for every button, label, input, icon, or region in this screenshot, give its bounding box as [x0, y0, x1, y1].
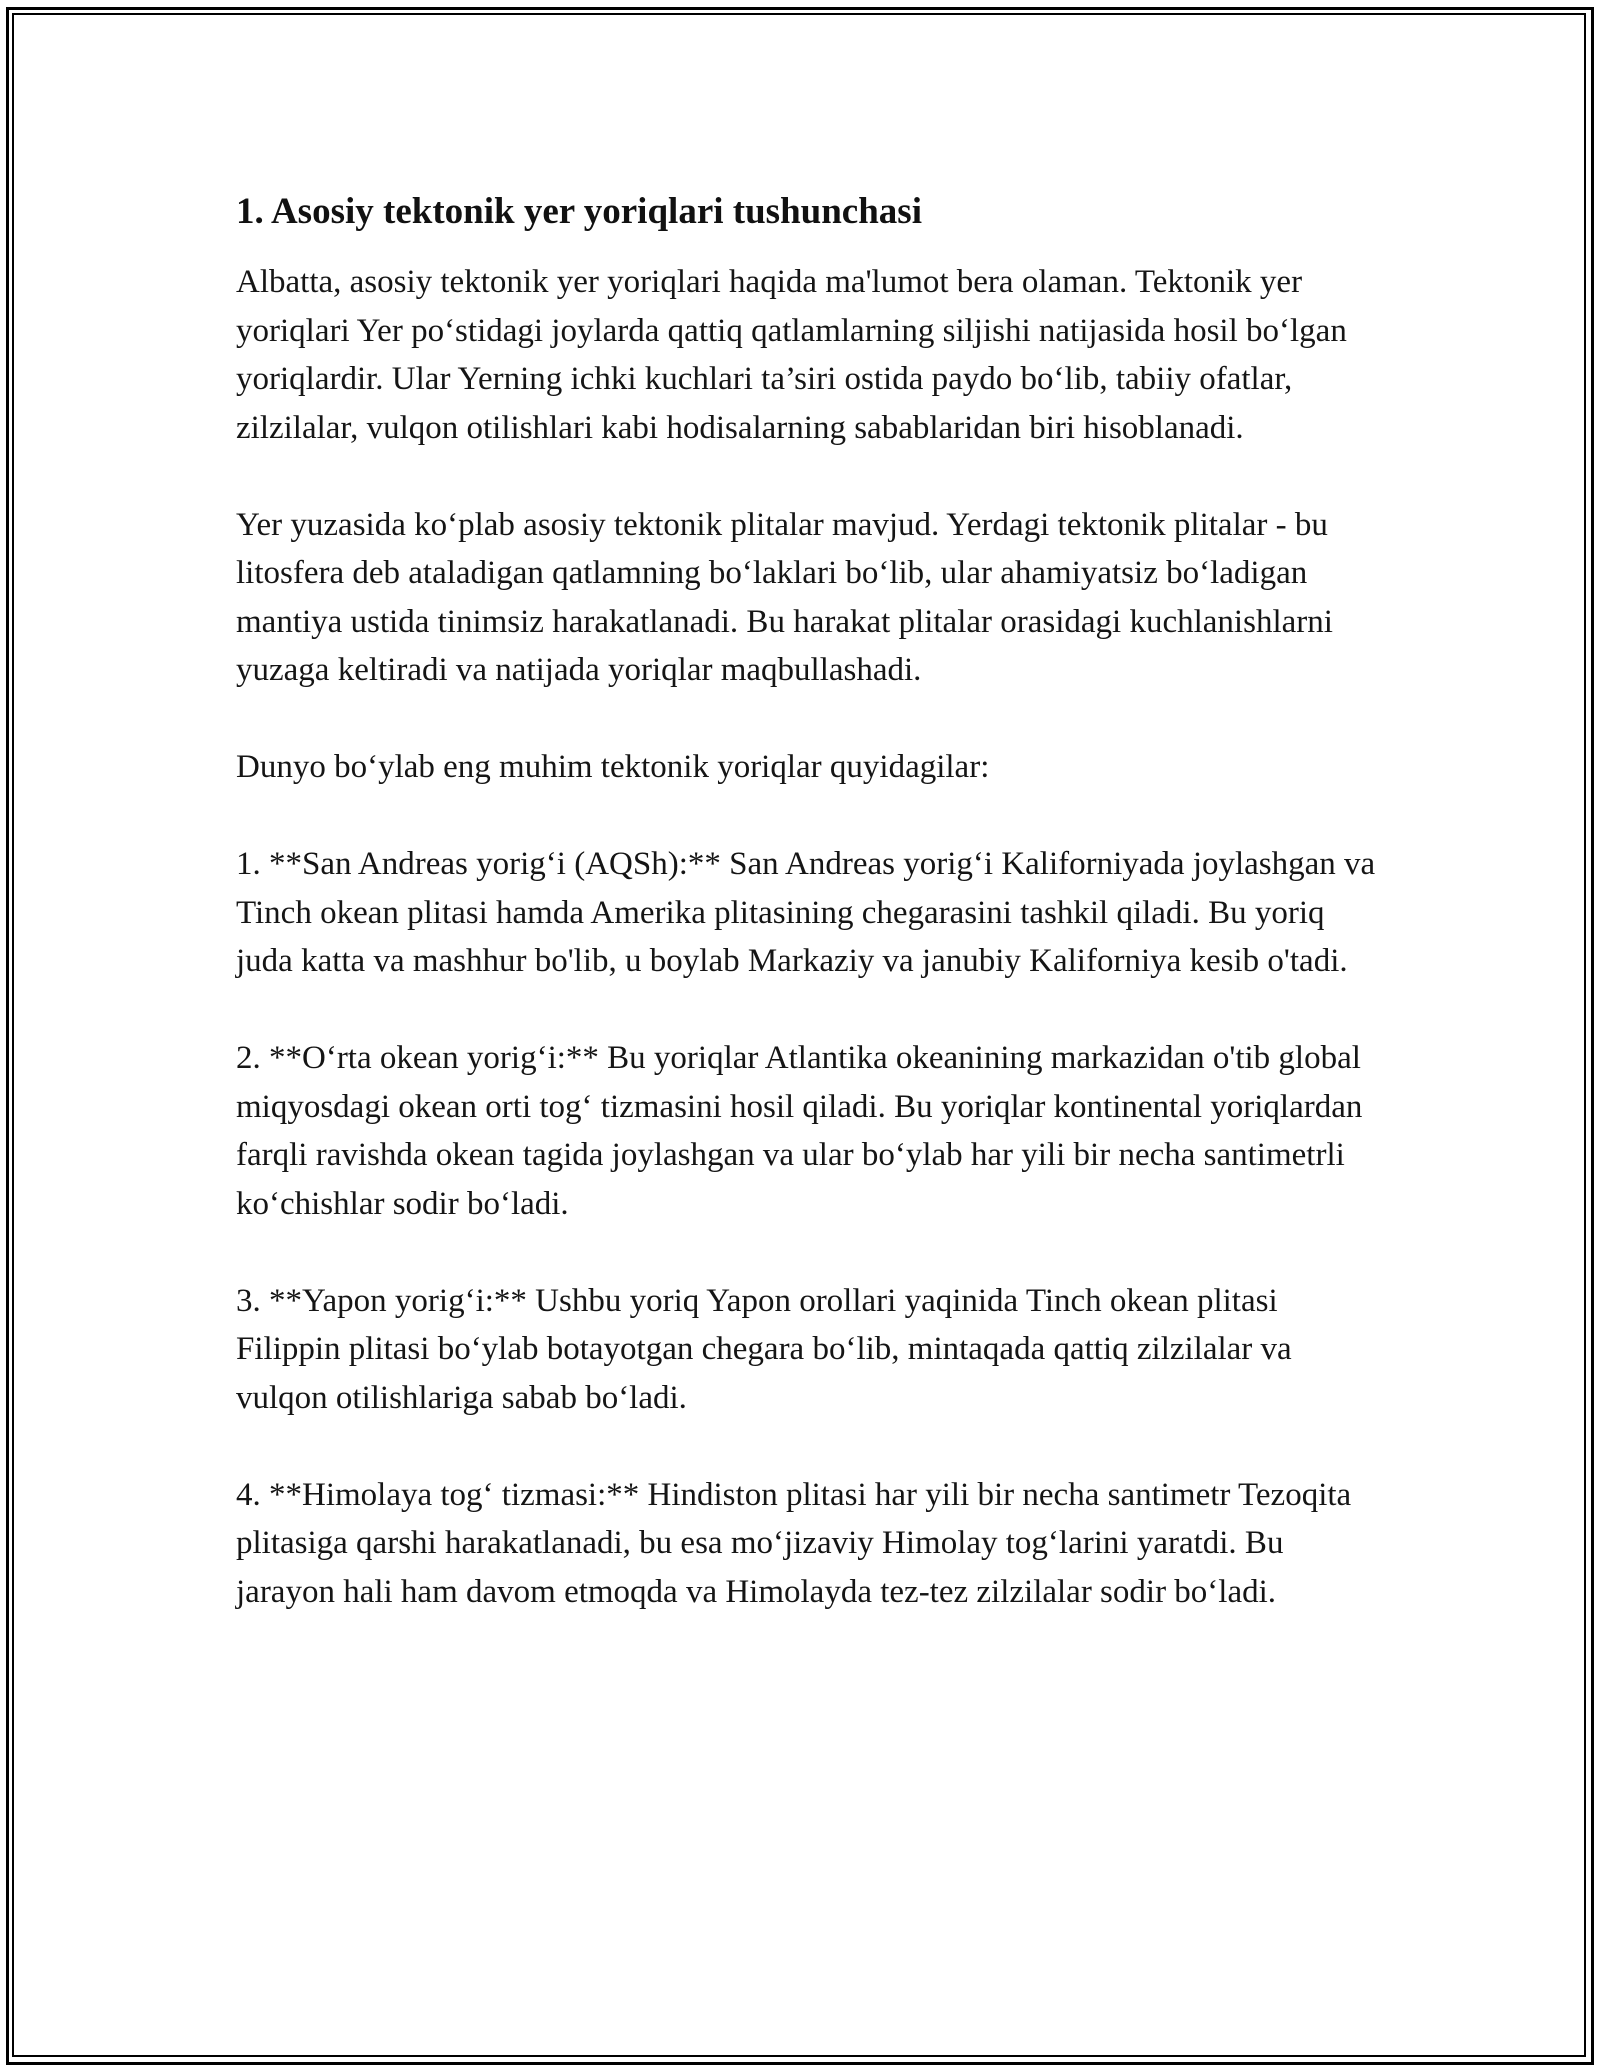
paragraph-plates: Yer yuzasida ko‘plab asosiy tektonik plitalar mavjud. Yerdagi tektonik plitalar - bu litosfera deb ataladigan qatlamning bo‘laklari bo‘lib, ular ahamiyatsiz bo‘ladigan mantiya ustida tinimsiz harakatlanadi. Bu harakat plitalar orasidagi kuchlanishlarni yuzaga keltiradi va natijada yoriqlar maqbullashadi. — [236, 506, 1333, 688]
paragraph-list-intro: Dunyo bo‘ylab eng muhim tektonik yoriqlar quyidagilar: — [236, 749, 990, 785]
list-item-himalaya: 4. **Himolaya tog‘ tizmasi:** Hindiston plitasi har yili bir necha santimetr Tezoqita plitasiga qarshi harakatlanadi, bu esa mo‘jizaviy Himolay tog‘larini yaratdi. Bu jarayon hali ham davom etmoqda va Himolayda tez-tez zilzilalar sodir bo‘ladi. — [236, 1476, 1352, 1610]
section-heading: 1. Asosiy tektonik yer yoriqlari tushunchasi — [236, 191, 922, 232]
list-item-mid-ocean: 2. **O‘rta okean yorig‘i:** Bu yoriqlar Atlantika okeanining markazidan o'tib global miqyosdagi okean orti tog‘ tizmasini hosil qiladi. Bu yoriqlar kontinental yoriqlardan farqli ravishda okean tagida joylashgan va ular bo‘ylab har yili bir necha santimetrli ko‘chishlar sodir bo‘ladi. — [236, 1040, 1363, 1222]
paragraph-intro: Albatta, asosiy tektonik yer yoriqlari haqida ma'lumot bera olaman. Tektonik yer yoriqlari Yer po‘stidagi joylarda qattiq qatlamlarning siljishi natijasida hosil bo‘lgan yoriqlardir. Ular Yerning ichki kuchlari ta’siri ostida paydo bo‘lib, tabiiy ofatlar, zilzilalar, vulqon otilishlari kabi hodisalarning sabablaridan biri hisoblanadi. — [236, 264, 1347, 446]
list-item-japan: 3. **Yapon yorig‘i:** Ushbu yoriq Yapon orollari yaqinida Tinch okean plitasi Filippin plitasi bo‘ylab botayotgan chegara bo‘lib, mintaqada qattiq zilzilalar va vulqon otilishlariga sabab bo‘ladi. — [236, 1282, 1292, 1416]
document-body — [236, 186, 1386, 1665]
list-item-san-andreas: 1. **San Andreas yorig‘i (AQSh):** San Andreas yorig‘i Kaliforniyada joylashgan va Tinch okean plitasi hamda Amerika plitasining chegarasini tashkil qiladi. Bu yoriq juda katta va mashhur bo'lib, u boylab Markaziy va janubiy Kaliforniya kesib o'tadi. — [236, 846, 1376, 979]
